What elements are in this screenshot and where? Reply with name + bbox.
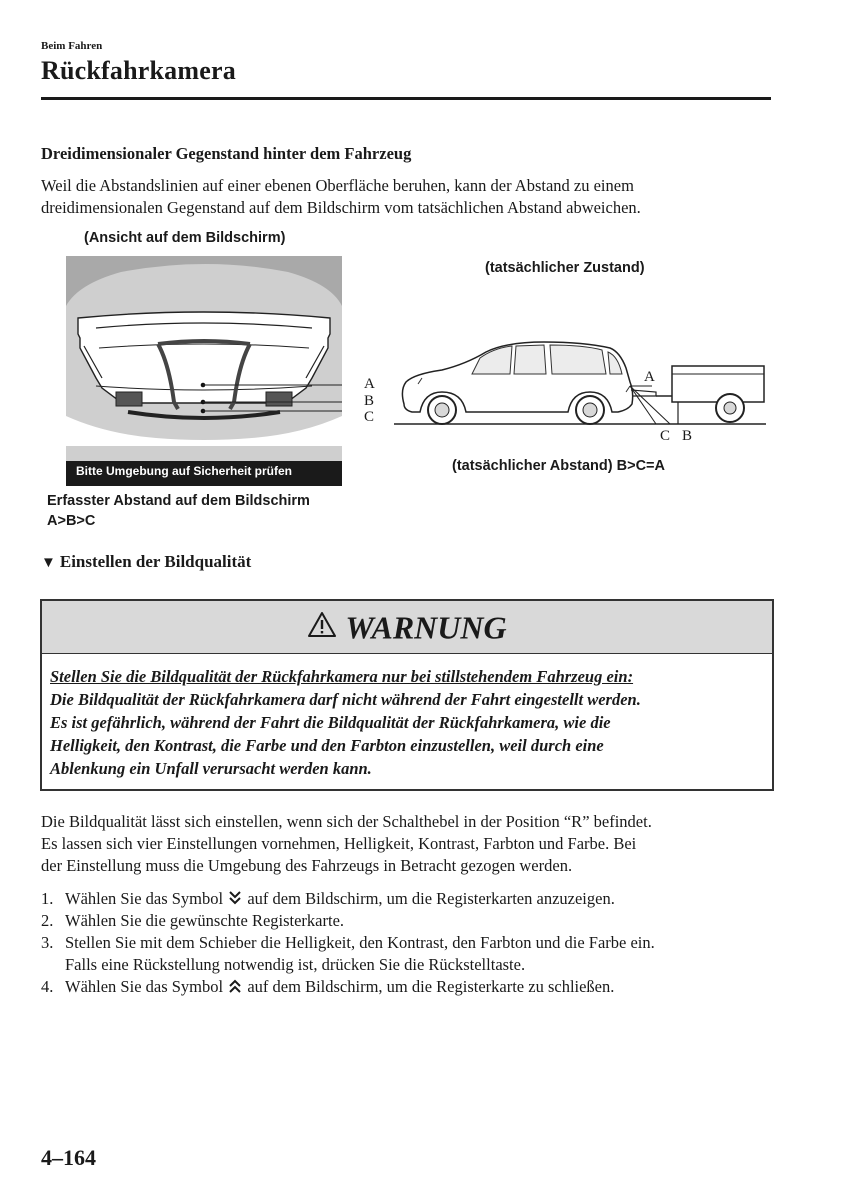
step-number: 1.: [41, 889, 54, 908]
detected-distance-caption: [47, 491, 310, 531]
double-chevron-down-icon: [228, 890, 242, 906]
step-number: 2.: [41, 911, 54, 930]
page-title: Rückfahrkamera: [41, 56, 236, 85]
double-chevron-up-icon: [228, 978, 242, 994]
actual-condition-caption: (tatsächlicher Zustand): [485, 260, 645, 276]
actual-distance-caption: (tatsächlicher Abstand) B>C=A: [452, 458, 665, 474]
adjust-heading: [41, 552, 251, 572]
warning-triangle-icon: [307, 611, 337, 638]
step-text: Wählen Sie das Symbol: [65, 889, 224, 908]
warning-text: [50, 665, 766, 780]
warning-line: Es ist gefährlich, während der Fahrt die Bildqualität der Rückfahrkamera, wie die: [50, 713, 611, 732]
actual-label-c: C: [660, 428, 671, 444]
step-item: [41, 976, 781, 998]
step-item: [41, 932, 781, 976]
body-line: Es lassen sich vier Einstellungen vornehmen, Helligkeit, Kontrast, Farbton und Farbe. Bei: [41, 834, 637, 853]
warning-line: Die Bildqualität der Rückfahrkamera darf nicht während der Fahrt eingestellt werden.: [50, 690, 641, 709]
object-subheading: Dreidimensionaler Gegenstand hinter dem Fahrzeug: [41, 144, 412, 163]
screen-view-caption: (Ansicht auf dem Bildschirm): [84, 230, 286, 246]
actual-label-a: A: [644, 369, 655, 385]
step-item: [41, 910, 781, 932]
steps-list: [41, 888, 781, 998]
warning-header: [42, 601, 772, 654]
triangle-down-icon: ▼: [41, 555, 56, 571]
warning-underlined-line: Stellen Sie die Bildqualität der Rückfahrkamera nur bei stillstehendem Fahrzeug ein:: [50, 667, 634, 686]
step-number: 3.: [41, 933, 54, 952]
warning-line: Helligkeit, den Kontrast, die Farbe und den Farbton einzustellen, weil durch eine: [50, 736, 604, 755]
step-text: auf dem Bildschirm, um die Registerkarte zu schließen.: [247, 977, 615, 996]
step-text: Wählen Sie das Symbol: [65, 977, 224, 996]
screen-label-c: C: [364, 409, 375, 425]
camera-screen-illustration: [66, 256, 342, 486]
screen-label-b: B: [364, 393, 375, 409]
screen-label-a: A: [364, 376, 375, 392]
step-number: 4.: [41, 977, 54, 996]
adjust-description: [41, 811, 781, 877]
adjust-heading-text: Einstellen der Bildqualität: [59, 552, 252, 571]
detected-caption-line: A>B>C: [47, 513, 96, 529]
body-line: Die Bildqualität lässt sich einstellen, wenn sich der Schalthebel in der Position “R” befindet.: [41, 812, 652, 831]
object-intro: [41, 175, 781, 219]
step-text: Falls eine Rückstellung notwendig ist, drücken Sie die Rückstelltaste.: [65, 955, 526, 974]
step-text: Stellen Sie mit dem Schieber die Helligkeit, den Kontrast, den Farbton und die Farbe ein.: [65, 933, 655, 952]
warning-title: WARNUNG: [345, 609, 507, 646]
step-item: [41, 888, 781, 910]
body-line: der Einstellung muss die Umgebung des Fahrzeugs in Betracht gezogen werden.: [41, 856, 573, 875]
intro-line: Weil die Abstandslinien auf einer ebenen Oberfläche beruhen, kann der Abstand zu einem: [41, 176, 634, 195]
page-number: 4–164: [41, 1145, 96, 1170]
warning-box: [40, 599, 774, 791]
title-divider: [41, 97, 771, 100]
step-text: Wählen Sie die gewünschte Registerkarte.: [65, 911, 345, 930]
detected-caption-line: Erfasster Abstand auf dem Bildschirm: [47, 493, 310, 509]
step-text: auf dem Bildschirm, um die Registerkarten anzuzeigen.: [247, 889, 615, 908]
warning-line: Ablenkung ein Unfall verursacht werden kann.: [50, 759, 372, 778]
intro-line: dreidimensionalen Gegenstand auf dem Bildschirm vom tatsächlichen Abstand abweichen.: [41, 198, 641, 217]
screen-warning-banner: Bitte Umgebung auf Sicherheit prüfen: [76, 464, 293, 478]
section-label: Beim Fahren: [41, 40, 103, 52]
car-side-illustration: [394, 330, 774, 448]
actual-label-b: B: [682, 428, 693, 444]
